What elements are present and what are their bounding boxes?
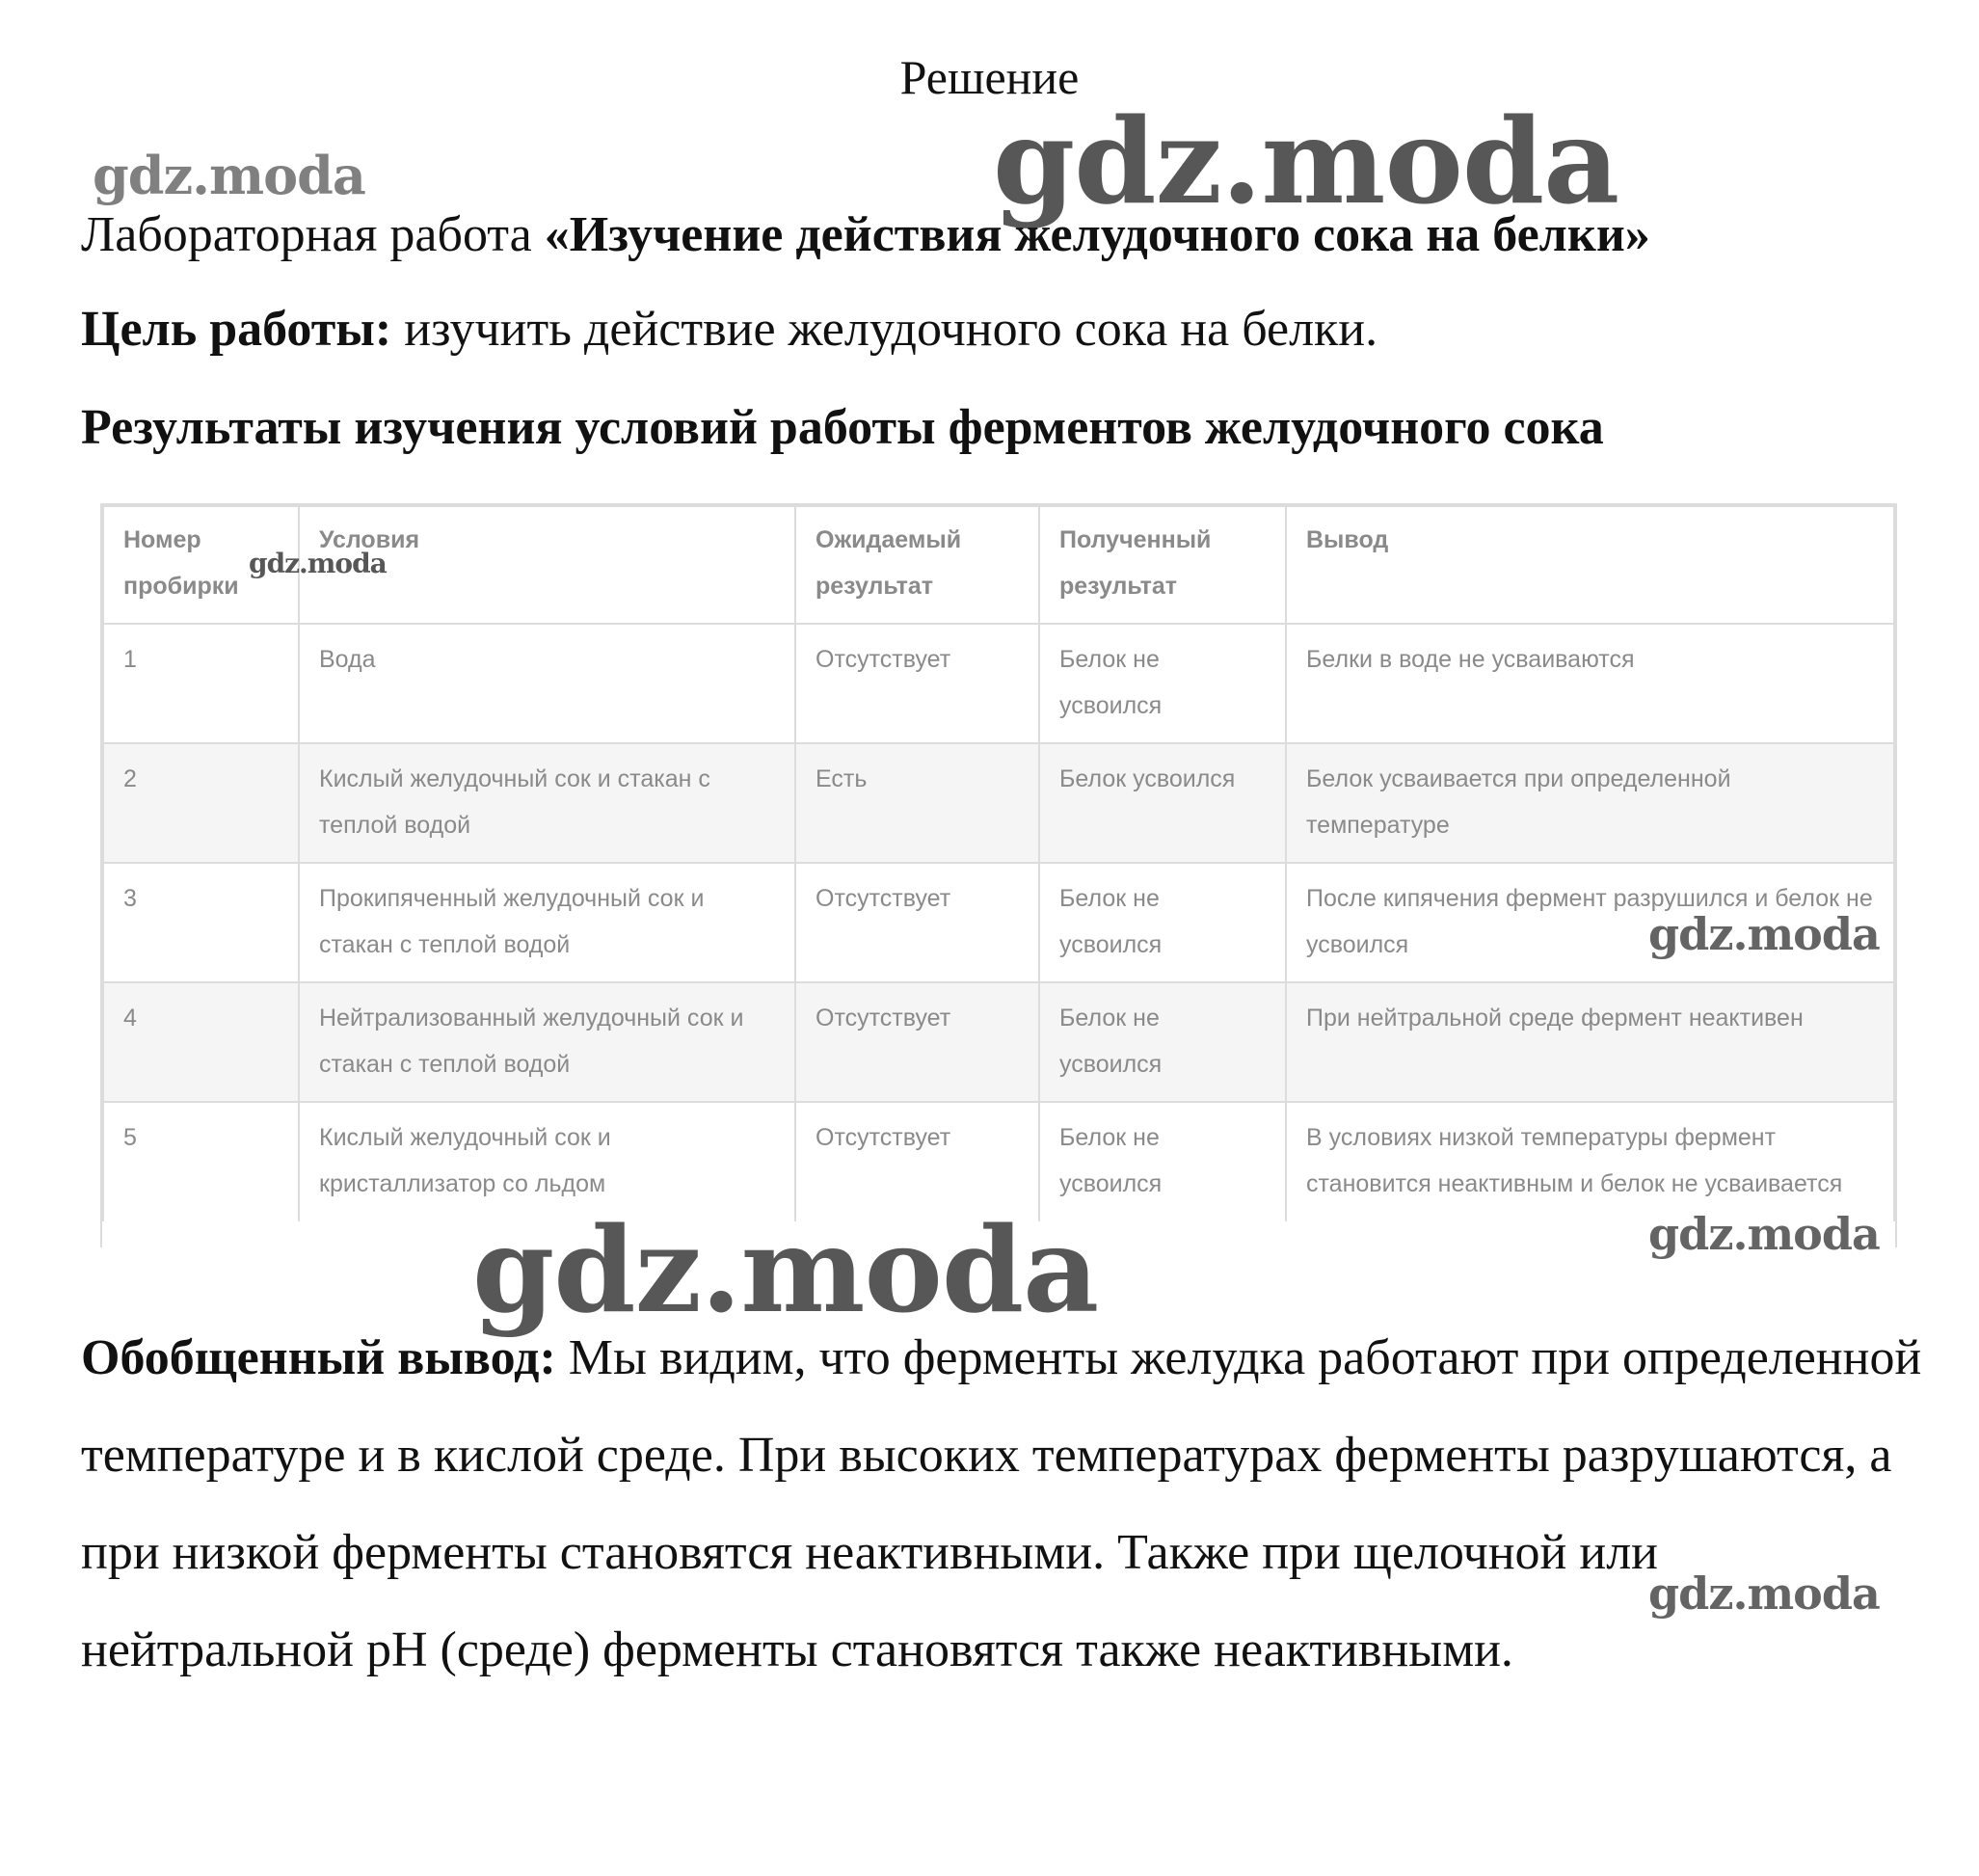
cell-obtained-result: Белок не усвоился bbox=[1039, 1102, 1286, 1221]
cell-conclusion: В условиях низкой температуры фермент становится неактивным и белок не усваивается bbox=[1286, 1102, 1894, 1221]
header-tube-number: Номер пробирки bbox=[103, 506, 299, 624]
watermark-logo: gdz.moda bbox=[93, 145, 365, 206]
goal-line bbox=[81, 299, 1377, 361]
header-conditions: Условия bbox=[299, 506, 795, 624]
results-heading: Результаты изучения условий работы ферментов желудочного сока bbox=[81, 400, 1604, 455]
cell-conditions: Кислый желудочный сок и стакан с теплой водой bbox=[299, 743, 795, 863]
table-row bbox=[103, 982, 1894, 1102]
lab-title bbox=[81, 204, 1650, 266]
conclusion-paragraph bbox=[81, 1309, 1932, 1699]
cell-obtained-result: Белок усвоился bbox=[1039, 743, 1286, 863]
cell-tube-number: 3 bbox=[103, 863, 299, 982]
cell-expected-result: Есть bbox=[795, 743, 1039, 863]
conclusion-label: Обобщенный вывод: bbox=[81, 1330, 556, 1385]
conclusion-text: Мы видим, что ферменты желудка работают при определенной температуре и в кислой среде. При высоких температурах ферменты разрушаются, а при низкой ферменты становятся неактивными. Также при щелочной или нейтральной pH (среде) ферменты становятся также неактивными. bbox=[81, 1330, 1922, 1677]
table-row bbox=[103, 624, 1894, 743]
cell-tube-number: 2 bbox=[103, 743, 299, 863]
table-row bbox=[103, 743, 1894, 863]
results-table-container bbox=[100, 503, 1897, 1247]
watermark-logo: gdz.moda bbox=[472, 1200, 1099, 1339]
cell-conclusion: При нейтральной среде фермент неактивен bbox=[1286, 982, 1894, 1102]
lab-title-name: «Изучение действия желудочного сока на белки» bbox=[544, 207, 1650, 262]
page-heading: Решение bbox=[899, 50, 1080, 104]
cell-obtained-result: Белок не усвоился bbox=[1039, 863, 1286, 982]
cell-obtained-result: Белок не усвоился bbox=[1039, 982, 1286, 1102]
cell-conclusion: Белок усваивается при определенной температуре bbox=[1286, 743, 1894, 863]
cell-expected-result: Отсутствует bbox=[795, 1102, 1039, 1221]
watermark-logo: gdz.moda bbox=[993, 92, 1619, 230]
results-table bbox=[102, 505, 1895, 1221]
watermark-logo: gdz.moda bbox=[1648, 908, 1880, 960]
cell-conclusion: После кипячения фермент разрушился и белок не усвоился bbox=[1286, 863, 1894, 982]
cell-tube-number: 5 bbox=[103, 1102, 299, 1221]
watermark-logo: gdz.moda bbox=[1648, 1208, 1880, 1260]
watermark-logo: gdz.moda bbox=[1648, 1568, 1880, 1620]
header-conclusion: Вывод bbox=[1286, 506, 1894, 624]
cell-expected-result: Отсутствует bbox=[795, 863, 1039, 982]
cell-obtained-result: Белок не усвоился bbox=[1039, 624, 1286, 743]
goal-label: Цель работы: bbox=[81, 302, 392, 357]
watermark-logo: gdz.moda bbox=[249, 548, 387, 579]
cell-conclusion: Белки в воде не усваиваются bbox=[1286, 624, 1894, 743]
cell-conditions: Нейтрализованный желудочный сок и стакан с теплой водой bbox=[299, 982, 795, 1102]
header-obtained-result: Полученный результат bbox=[1039, 506, 1286, 624]
cell-conditions: Кислый желудочный сок и кристаллизатор со льдом bbox=[299, 1102, 795, 1221]
table-row bbox=[103, 863, 1894, 982]
cell-conditions: Прокипяченный желудочный сок и стакан с теплой водой bbox=[299, 863, 795, 982]
cell-expected-result: Отсутствует bbox=[795, 982, 1039, 1102]
cell-tube-number: 1 bbox=[103, 624, 299, 743]
cell-conditions: Вода bbox=[299, 624, 795, 743]
cell-tube-number: 4 bbox=[103, 982, 299, 1102]
goal-text: изучить действие желудочного сока на белки. bbox=[391, 302, 1378, 357]
lab-title-prefix: Лабораторная работа bbox=[81, 207, 545, 262]
cell-expected-result: Отсутствует bbox=[795, 624, 1039, 743]
header-expected-result: Ожидаемый результат bbox=[795, 506, 1039, 624]
